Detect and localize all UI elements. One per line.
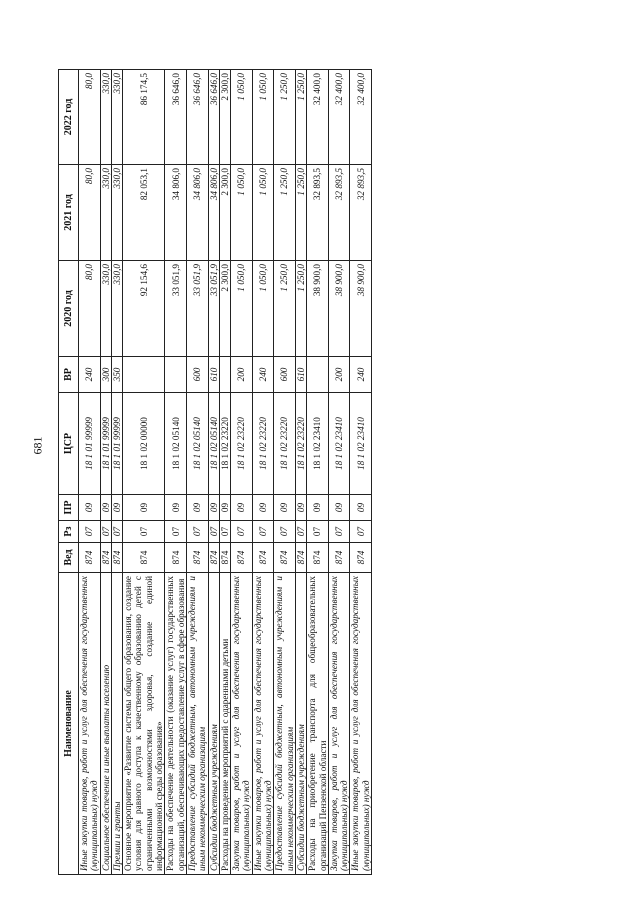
cell-name: Предоставление субсидий бюджетным, автономным учреждениям и иным некоммерческим организациям	[186, 573, 208, 875]
cell-2021: 1 050,0	[231, 165, 253, 261]
cell-2020: 330,0	[100, 261, 111, 357]
cell-rz: 07	[186, 521, 208, 543]
cell-2021: 1 250,0	[295, 165, 306, 261]
table-row	[295, 70, 306, 875]
cell-vr: 200	[328, 357, 350, 393]
cell-ved: 874	[79, 543, 101, 573]
cell-csr: 18 1 01 99999	[111, 393, 122, 495]
cell-2020: 38 900,0	[307, 261, 329, 357]
table-row	[252, 70, 274, 875]
cell-rz: 07	[208, 521, 219, 543]
cell-2022: 36 646,0	[165, 70, 187, 165]
cell-vr: 200	[231, 357, 253, 393]
cell-csr: 18 1 02 23220	[252, 393, 274, 495]
cell-2020: 80,0	[79, 261, 101, 357]
page-number: 681	[30, 436, 45, 455]
cell-2021: 32 893,5	[307, 165, 329, 261]
cell-rz: 07	[252, 521, 274, 543]
cell-vr	[219, 357, 230, 393]
cell-csr: 18 1 02 23410	[350, 393, 372, 495]
cell-ved: 874	[274, 543, 296, 573]
table-row	[350, 70, 372, 875]
cell-rz: 07	[100, 521, 111, 543]
cell-vr: 610	[208, 357, 219, 393]
cell-pr: 09	[307, 495, 329, 521]
cell-vr: 240	[79, 357, 101, 393]
cell-name: Расходы на приобретение транспорта для общеобразовательных организаций Пензенской области	[307, 573, 329, 875]
cell-2021: 34 806,0	[165, 165, 187, 261]
table-row	[231, 70, 253, 875]
cell-2020: 1 250,0	[274, 261, 296, 357]
table-row	[307, 70, 329, 875]
cell-vr: 300	[100, 357, 111, 393]
cell-2021: 80,0	[79, 165, 101, 261]
cell-ved: 874	[307, 543, 329, 573]
cell-csr: 18 1 02 23410	[307, 393, 329, 495]
cell-2021: 330,0	[100, 165, 111, 261]
cell-2020: 1 050,0	[252, 261, 274, 357]
cell-ved: 874	[350, 543, 372, 573]
cell-rz: 07	[328, 521, 350, 543]
cell-csr: 18 1 02 05140	[208, 393, 219, 495]
cell-ved: 874	[252, 543, 274, 573]
cell-name: Социальное обеспечение и иные выплаты населению	[100, 573, 111, 875]
cell-2022: 330,0	[100, 70, 111, 165]
cell-2021: 34 806,0	[186, 165, 208, 261]
cell-rz: 07	[123, 521, 165, 543]
cell-ved: 874	[328, 543, 350, 573]
table-row	[100, 70, 111, 875]
cell-csr: 18 1 01 99999	[79, 393, 101, 495]
cell-rz: 07	[79, 521, 101, 543]
cell-vr: 350	[111, 357, 122, 393]
table-row	[208, 70, 219, 875]
cell-name: Основное мероприятие «Развитие системы общего образования, создание условия для равного доступа к качественному образованию детей с ограниченными возможностями здоровья, создание единой информационной среды образования»	[123, 573, 165, 875]
cell-vr: 610	[295, 357, 306, 393]
cell-rz: 07	[219, 521, 230, 543]
cell-name: Иные закупки товаров, работ и услуг для обеспечения государственных (муниципальных) нужд	[252, 573, 274, 875]
table-row	[274, 70, 296, 875]
cell-name: Премии и гранты	[111, 573, 122, 875]
cell-ved: 874	[165, 543, 187, 573]
cell-ved: 874	[186, 543, 208, 573]
table-row	[111, 70, 122, 875]
cell-pr: 09	[79, 495, 101, 521]
cell-pr: 09	[165, 495, 187, 521]
cell-pr: 09	[328, 495, 350, 521]
table-row	[186, 70, 208, 875]
cell-ved: 874	[219, 543, 230, 573]
table-row	[165, 70, 187, 875]
cell-vr	[165, 357, 187, 393]
cell-2020: 2 300,0	[219, 261, 230, 357]
cell-csr: 18 1 02 23220	[231, 393, 253, 495]
cell-rz: 07	[295, 521, 306, 543]
cell-2021: 330,0	[111, 165, 122, 261]
cell-2020: 33 051,9	[165, 261, 187, 357]
cell-2020: 1 250,0	[295, 261, 306, 357]
cell-vr: 600	[274, 357, 296, 393]
cell-2020: 38 900,0	[328, 261, 350, 357]
cell-rz: 07	[307, 521, 329, 543]
budget-table	[58, 69, 372, 875]
cell-2021: 32 893,5	[328, 165, 350, 261]
cell-2021: 32 893,5	[350, 165, 372, 261]
header-pr: ПР	[59, 495, 79, 521]
cell-csr: 18 1 02 23220	[219, 393, 230, 495]
header-ved: Вед	[59, 543, 79, 573]
cell-2022: 330,0	[111, 70, 122, 165]
cell-vr: 240	[252, 357, 274, 393]
cell-2022: 86 174,5	[123, 70, 165, 165]
cell-2022: 1 250,0	[295, 70, 306, 165]
cell-2022: 1 050,0	[231, 70, 253, 165]
cell-pr: 09	[208, 495, 219, 521]
cell-name: Предоставление субсидий бюджетным, автономным учреждениям и иным некоммерческим организациям	[274, 573, 296, 875]
cell-pr: 09	[219, 495, 230, 521]
cell-rz: 07	[274, 521, 296, 543]
cell-csr: 18 1 02 23410	[328, 393, 350, 495]
cell-2021: 82 053,1	[123, 165, 165, 261]
table-body	[79, 70, 372, 875]
cell-2020: 33 051,9	[186, 261, 208, 357]
cell-name: Расходы на проведение мероприятий с одаренными детьми	[219, 573, 230, 875]
cell-2022: 1 050,0	[252, 70, 274, 165]
cell-name: Субсидии бюджетным учреждениям	[295, 573, 306, 875]
header-csr: ЦСР	[59, 393, 79, 495]
cell-name: Субсидии бюджетным учреждениям	[208, 573, 219, 875]
header-2020: 2020 год	[59, 261, 79, 357]
header-2022: 2022 год	[59, 70, 79, 165]
cell-pr: 09	[231, 495, 253, 521]
cell-2021: 2 300,0	[219, 165, 230, 261]
header-rz: Рз	[59, 521, 79, 543]
cell-vr	[123, 357, 165, 393]
cell-ved: 874	[208, 543, 219, 573]
cell-name: Иные закупки товаров, работ и услуг для обеспечения государственных (муниципальных) нужд	[79, 573, 101, 875]
cell-2020: 38 900,0	[350, 261, 372, 357]
cell-ved: 874	[111, 543, 122, 573]
cell-2022: 32 400,0	[328, 70, 350, 165]
cell-2022: 2 300,0	[219, 70, 230, 165]
rotated-page-content	[58, 70, 558, 875]
header-vr: ВР	[59, 357, 79, 393]
cell-csr: 18 1 02 23220	[274, 393, 296, 495]
cell-name: Закупка товаров, работ и услуг для обеспечения государственных (муниципальных) нужд	[328, 573, 350, 875]
cell-2022: 36 646,0	[186, 70, 208, 165]
cell-2022: 80,0	[79, 70, 101, 165]
header-2021: 2021 год	[59, 165, 79, 261]
cell-csr: 18 1 02 05140	[165, 393, 187, 495]
table-header-row	[59, 70, 79, 875]
cell-name: Иные закупки товаров, работ и услуг для обеспечения государственных (муниципальных) нужд	[350, 573, 372, 875]
cell-2022: 36 646,0	[208, 70, 219, 165]
cell-ved: 874	[231, 543, 253, 573]
cell-vr: 240	[350, 357, 372, 393]
cell-2022: 32 400,0	[307, 70, 329, 165]
table-row	[123, 70, 165, 875]
cell-2020: 33 051,9	[208, 261, 219, 357]
table-row	[328, 70, 350, 875]
cell-rz: 07	[231, 521, 253, 543]
table-row	[219, 70, 230, 875]
cell-csr: 18 1 02 05140	[186, 393, 208, 495]
cell-2020: 92 154,6	[123, 261, 165, 357]
cell-csr: 18 1 02 00000	[123, 393, 165, 495]
cell-rz: 07	[111, 521, 122, 543]
cell-vr	[307, 357, 329, 393]
cell-pr: 09	[252, 495, 274, 521]
cell-pr: 09	[274, 495, 296, 521]
cell-ved: 874	[295, 543, 306, 573]
cell-csr: 18 1 02 23220	[295, 393, 306, 495]
cell-rz: 07	[165, 521, 187, 543]
cell-pr: 09	[350, 495, 372, 521]
cell-name: Закупка товаров, работ и услуг для обеспечения государственных (муниципальных) нужд	[231, 573, 253, 875]
cell-2022: 32 400,0	[350, 70, 372, 165]
cell-2020: 330,0	[111, 261, 122, 357]
cell-pr: 09	[123, 495, 165, 521]
cell-2021: 1 050,0	[252, 165, 274, 261]
cell-2020: 1 050,0	[231, 261, 253, 357]
cell-rz: 07	[350, 521, 372, 543]
cell-pr: 09	[186, 495, 208, 521]
cell-vr: 600	[186, 357, 208, 393]
cell-2021: 1 250,0	[274, 165, 296, 261]
cell-name: Расходы на обеспечение деятельности (оказание услуг) государственных организаций, обеспечивающих предоставление услуг в сфере образования	[165, 573, 187, 875]
table-row	[79, 70, 101, 875]
header-name: Наименование	[59, 573, 79, 875]
cell-ved: 874	[100, 543, 111, 573]
cell-pr: 09	[111, 495, 122, 521]
cell-csr: 18 1 01 99999	[100, 393, 111, 495]
cell-2021: 34 806,0	[208, 165, 219, 261]
cell-ved: 874	[123, 543, 165, 573]
cell-2022: 1 250,0	[274, 70, 296, 165]
cell-pr: 09	[295, 495, 306, 521]
cell-pr: 09	[100, 495, 111, 521]
